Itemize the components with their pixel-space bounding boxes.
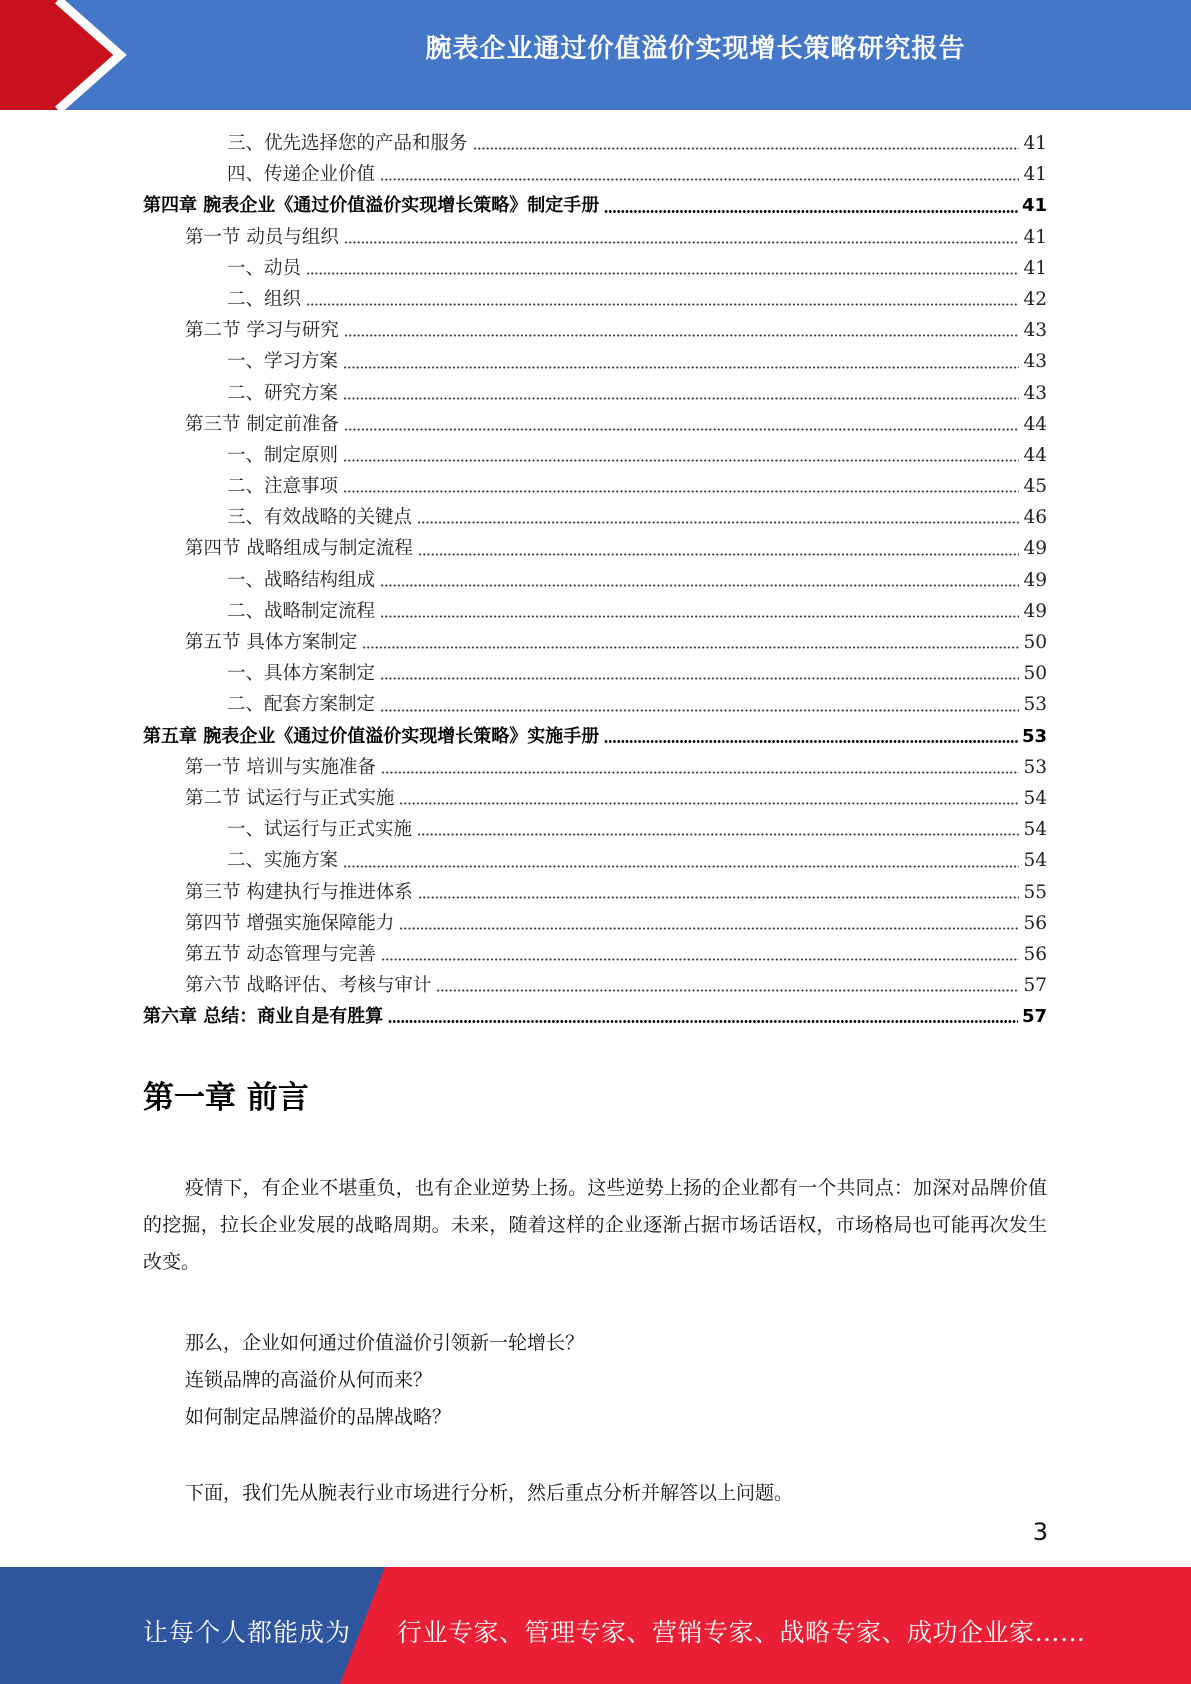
footer-slogan-left: 让每个人都能成为	[143, 1618, 352, 1647]
toc-entry[interactable]	[143, 378, 1047, 409]
toc-entry-title: 二、实施方案	[227, 850, 339, 872]
toc-dot-leader	[362, 646, 1019, 649]
toc-dot-leader	[344, 428, 1020, 431]
toc-entry[interactable]	[143, 939, 1047, 970]
toc-page-number: 49	[1023, 538, 1047, 560]
toc-page-number: 44	[1023, 444, 1047, 466]
toc-entry-title: 二、组织	[227, 288, 302, 310]
toc-entry[interactable]	[143, 471, 1047, 502]
toc-page-number: 54	[1023, 819, 1047, 841]
toc-dot-leader	[380, 709, 1019, 712]
toc-entry-title: 二、配套方案制定	[227, 694, 376, 716]
toc-entry[interactable]	[143, 128, 1047, 159]
toc-dot-leader	[306, 303, 1019, 306]
toc-entry-title: 一、学习方案	[227, 351, 339, 373]
toc-entry-title: 第一节 培训与实施准备	[185, 756, 376, 778]
toc-entry[interactable]	[143, 565, 1047, 596]
footer-slogan-right: 行业专家、管理专家、营销专家、战略专家、成功企业家……	[397, 1618, 1086, 1647]
toc-dot-leader	[418, 896, 1020, 899]
toc-entry-title: 三、优先选择您的产品和服务	[227, 133, 468, 154]
question-list	[185, 1325, 584, 1436]
toc-entry-title: 二、研究方案	[227, 382, 339, 404]
toc-dot-leader	[380, 677, 1019, 680]
toc-entry[interactable]	[143, 284, 1047, 315]
toc-page-number: 56	[1023, 912, 1047, 934]
toc-page-number: 41	[1023, 164, 1047, 186]
question-item: 连锁品牌的高溢价从何而来？	[185, 1369, 433, 1391]
toc-entry[interactable]	[143, 315, 1047, 346]
toc-entry[interactable]	[143, 908, 1047, 939]
toc-entry-title: 第六节 战略评估、考核与审计	[185, 975, 432, 997]
toc-entry-title: 第一节 动员与组织	[185, 226, 339, 248]
toc-dot-leader	[604, 210, 1018, 213]
toc-entry[interactable]	[143, 346, 1047, 377]
toc-dot-leader	[381, 958, 1020, 961]
toc-dot-leader	[343, 865, 1019, 868]
toc-page-number: 43	[1023, 382, 1047, 404]
toc-entry[interactable]	[143, 409, 1047, 440]
toc-entry[interactable]	[143, 783, 1047, 814]
toc-page-number: 54	[1023, 787, 1047, 809]
toc-entry-title: 一、战略结构组成	[227, 569, 376, 591]
page-number: 3	[1032, 1518, 1048, 1546]
report-title: 腕表企业通过价值溢价实现增长策略研究报告	[425, 34, 966, 64]
toc-page-number: 57	[1023, 975, 1047, 997]
question-item: 如何制定品牌溢价的品牌战略？	[185, 1406, 452, 1428]
toc-page-number: 43	[1023, 320, 1047, 342]
toc-dot-leader	[343, 459, 1019, 462]
toc-page-number: 55	[1023, 881, 1047, 903]
toc-entry[interactable]	[143, 533, 1047, 564]
toc-dot-leader	[417, 521, 1019, 524]
toc-entry[interactable]	[143, 658, 1047, 689]
toc-entry-title: 第六章 总结：商业自是有胜算	[143, 1006, 384, 1028]
toc-dot-leader	[343, 366, 1019, 369]
toc-page-number: 56	[1023, 943, 1047, 965]
toc-entry[interactable]	[143, 627, 1047, 658]
toc-entry-title: 一、试运行与正式实施	[227, 819, 413, 841]
chapter-title: 第一章 前言	[143, 1080, 309, 1116]
toc-dot-leader	[344, 334, 1020, 337]
toc-page-number: 53	[1023, 756, 1047, 778]
toc-entry[interactable]	[143, 159, 1047, 190]
toc-entry-title: 第四节 增强实施保障能力	[185, 912, 395, 934]
toc-page-number: 50	[1023, 632, 1047, 653]
toc-dot-leader	[380, 584, 1019, 587]
toc-entry[interactable]	[143, 970, 1047, 1001]
toc-dot-leader	[418, 553, 1020, 556]
toc-dot-leader	[436, 989, 1019, 992]
toc-entry-title: 二、注意事项	[227, 476, 339, 498]
toc-entry[interactable]	[143, 877, 1047, 908]
toc-dot-leader	[604, 740, 1018, 743]
table-of-contents	[143, 128, 1047, 1032]
toc-entry[interactable]	[143, 845, 1047, 876]
intro-paragraph: 疫情下，有企业不堪重负，也有企业逆势上扬。这些逆势上扬的企业都有一个共同点：加深对品牌价值的挖掘，拉长企业发展的战略周期。未来，随着这样的企业逐渐占据市场话语权，市场格局也可能再次发生改变。	[143, 1177, 1047, 1273]
toc-dot-leader	[343, 397, 1019, 400]
toc-page-number: 44	[1023, 413, 1047, 435]
toc-entry[interactable]	[143, 814, 1047, 845]
toc-entry[interactable]	[143, 689, 1047, 720]
toc-entry-title: 四、传递企业价值	[227, 164, 376, 186]
toc-page-number: 54	[1023, 850, 1047, 872]
toc-dot-leader	[381, 771, 1020, 774]
toc-page-number: 45	[1023, 476, 1047, 498]
toc-dot-leader	[388, 1020, 1018, 1023]
toc-entry-title: 三、有效战略的关键点	[227, 507, 413, 529]
header-arrow-decoration	[0, 0, 150, 110]
toc-entry-title: 一、具体方案制定	[227, 663, 376, 685]
toc-page-number: 41	[1023, 133, 1047, 154]
toc-entry-title: 第三节 构建执行与推进体系	[185, 881, 413, 903]
toc-entry-title: 二、战略制定流程	[227, 600, 376, 622]
toc-entry[interactable]	[143, 596, 1047, 627]
toc-entry-title: 第二节 试运行与正式实施	[185, 787, 395, 809]
toc-dot-leader	[399, 802, 1019, 805]
toc-entry[interactable]	[143, 253, 1047, 284]
question-item: 那么，企业如何通过价值溢价引领新一轮增长？	[185, 1332, 585, 1354]
toc-entry-title: 第四节 战略组成与制定流程	[185, 538, 413, 560]
toc-page-number: 41	[1023, 226, 1047, 248]
toc-dot-leader	[417, 833, 1019, 836]
toc-entry[interactable]	[143, 190, 1047, 221]
toc-entry-title: 第五章 腕表企业《通过价值溢价实现增长策略》实施手册	[143, 725, 600, 747]
toc-entry-title: 一、动员	[227, 257, 302, 279]
toc-entry-title: 第三节 制定前准备	[185, 413, 339, 435]
toc-page-number: 46	[1023, 507, 1047, 529]
closing-paragraph: 下面，我们先从腕表行业市场进行分析，然后重点分析并解答以上问题。	[185, 1482, 794, 1504]
toc-entry-title: 一、制定原则	[227, 444, 339, 466]
toc-page-number: 53	[1023, 694, 1047, 716]
toc-dot-leader	[399, 927, 1019, 930]
toc-dot-leader	[380, 615, 1019, 618]
page-footer	[0, 1567, 1191, 1684]
toc-page-number: 53	[1021, 725, 1047, 747]
toc-page-number: 57	[1021, 1006, 1047, 1028]
toc-entry-title: 第五节 动态管理与完善	[185, 943, 376, 965]
toc-entry-title: 第二节 学习与研究	[185, 320, 339, 342]
toc-page-number: 41	[1023, 257, 1047, 279]
toc-page-number: 43	[1023, 351, 1047, 373]
page-header	[0, 0, 1191, 110]
toc-entry-title: 第五节 具体方案制定	[185, 632, 358, 653]
toc-entry[interactable]	[143, 752, 1047, 783]
toc-dot-leader	[380, 178, 1019, 181]
toc-entry[interactable]	[143, 502, 1047, 533]
toc-page-number: 49	[1023, 600, 1047, 622]
toc-dot-leader	[344, 241, 1020, 244]
toc-entry[interactable]	[143, 1001, 1047, 1032]
toc-dot-leader	[343, 490, 1019, 493]
toc-entry-title: 第四章 腕表企业《通过价值溢价实现增长策略》制定手册	[143, 195, 600, 217]
toc-page-number: 42	[1023, 288, 1047, 310]
toc-entry[interactable]	[143, 440, 1047, 471]
toc-dot-leader	[473, 147, 1020, 150]
toc-entry[interactable]	[143, 721, 1047, 752]
toc-page-number: 41	[1021, 195, 1047, 217]
toc-dot-leader	[306, 272, 1019, 275]
toc-page-number: 49	[1023, 569, 1047, 591]
toc-page-number: 50	[1023, 663, 1047, 685]
toc-entry[interactable]	[143, 222, 1047, 253]
